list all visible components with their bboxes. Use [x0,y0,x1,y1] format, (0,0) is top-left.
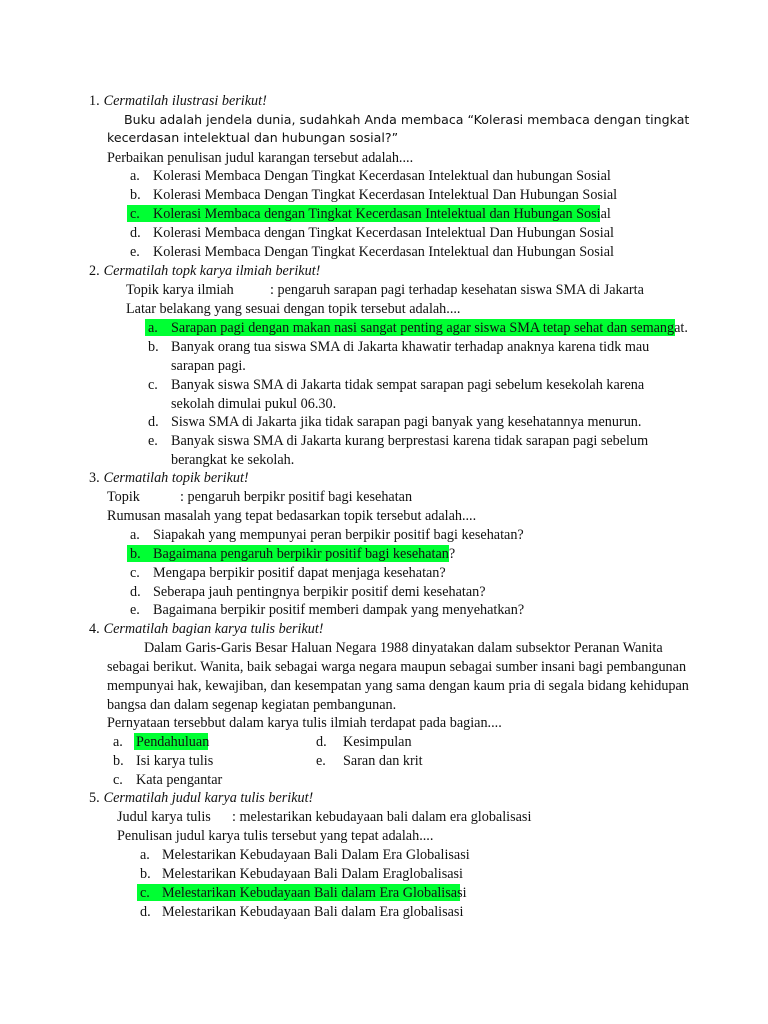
option-text: Mengapa berpikir positif dapat menjaga kesehatan? [153,565,446,581]
question-4-paragraph-line: bangsa dan dalam segenap kegiatan pembangunan. [107,697,397,713]
option-letter: b. [130,546,141,562]
topic-label: Judul karya tulis [117,809,211,825]
option-text: Melestarikan Kebudayaan Bali dalam Era globalisasi [162,904,464,920]
question-title: Cermatilah judul karya tulis berikut! [103,790,314,806]
topic-value: : melestarikan kebudayaan bali dalam era globalisasi [232,809,532,825]
option-text: Banyak siswa SMA di Jakarta kurang berprestasi karena tidak sarapan pagi sebelum [171,433,649,449]
option-letter: b. [148,339,159,355]
question-4-paragraph-line: Dalam Garis-Garis Besar Haluan Negara 1988 dinyatakan dalam subsektor Peranan Wanita [144,640,663,656]
option-letter: c. [113,772,123,788]
option-text: Siswa SMA di Jakarta jika tidak sarapan pagi banyak yang kesehatannya menurun. [171,414,642,430]
option-letter: c. [130,565,140,581]
question-number: 5. [89,790,100,806]
option-letter: c. [148,377,158,393]
option-letter: e. [130,244,140,260]
topic-value: : pengaruh berpikr positif bagi kesehatan [180,489,413,505]
question-number: 4. [89,621,100,637]
option-letter: a. [113,734,123,750]
question-2-header [89,262,320,280]
option-text: Melestarikan Kebudayaan Bali Dalam Era Globalisasi [162,847,470,863]
option-text-continuation: berangkat ke sekolah. [171,452,295,468]
question-4-header [89,620,324,638]
option-text: Kata pengantar [136,772,223,788]
question-title: Cermatilah topk karya ilmiah berikut! [103,263,321,279]
option-letter: e. [316,753,326,769]
option-letter: b. [140,866,151,882]
topic-value: : pengaruh sarapan pagi terhadap kesehatan siswa SMA di Jakarta [270,282,644,298]
option-letter: d. [140,904,151,920]
question-4-paragraph-line: sebagai berikut. Wanita, baik sebagai warga negara maupun sebagai sumber insani bagi pembangunan [107,659,687,675]
option-letter: e. [148,433,158,449]
question-1-illustration-line-2: kecerdasan intelektual dan hubungan sosial?” [107,130,399,145]
option-letter: c. [140,885,150,901]
option-text-continuation: sarapan pagi. [171,358,246,374]
option-letter: a. [130,527,140,543]
option-text: Banyak orang tua siswa SMA di Jakarta khawatir terhadap anaknya karena tidk mau [171,339,650,355]
option-text-correct: Bagaimana pengaruh berpikir positif bagi kesehatan? [153,546,456,562]
question-title: Cermatilah ilustrasi berikut! [103,93,267,109]
option-text: Siapakah yang mempunyai peran berpikir positif bagi kesehatan? [153,527,524,543]
option-text: Bagaimana berpikir positif memberi dampak yang menyehatkan? [153,602,525,618]
question-4-paragraph-line: mempunyai hak, kewajiban, dan kesempatan yang sama dengan kaum pria di segala bidang kehidupan [107,678,689,694]
question-1-illustration-line-1: Buku adalah jendela dunia, sudahkah Anda membaca “Kolerasi membaca dengan tingkat [124,112,690,127]
option-text: Kolerasi Membaca Dengan Tingkat Kecerdasan Intelektual Dan Hubungan Sosial [153,187,618,203]
option-letter: e. [130,602,140,618]
topic-label: Topik [107,489,140,505]
option-text: Banyak siswa SMA di Jakarta tidak sempat sarapan pagi sebelum kesekolah karena [171,377,645,393]
option-letter: d. [316,734,327,750]
option-text-correct: Melestarikan Kebudayaan Bali dalam Era Globalisasi [162,885,467,901]
option-letter: d. [130,584,141,600]
option-text: Saran dan krit [343,753,423,769]
option-text: Melestarikan Kebudayaan Bali Dalam Eraglobalisasi [162,866,463,882]
option-letter: a. [130,168,140,184]
option-text: Kolerasi Membaca Dengan Tingkat Kecerdasan Intelektual dan hubungan Sosial [153,168,611,184]
option-text-continuation: sekolah dimulai pukul 06.30. [171,396,337,412]
option-letter: a. [148,320,158,336]
option-text-correct: Kolerasi Membaca dengan Tingkat Kecerdasan Intelektual dan Hubungan Sosial [153,206,611,222]
option-text: Isi karya tulis [136,753,214,769]
question-3-prompt: Rumusan masalah yang tepat bedasarkan topik tersebut adalah.... [107,508,477,524]
question-4-prompt: Pernyataan tersebbut dalam karya tulis ilmiah terdapat pada bagian.... [107,715,502,731]
option-text: Kolerasi Membaca dengan Tingkat Kecerdasan Intelektual Dan Hubungan Sosial [153,225,614,241]
question-title: Cermatilah bagian karya tulis berikut! [103,621,324,637]
option-letter: b. [113,753,124,769]
question-1-header [89,92,267,110]
topic-label: Topik karya ilmiah [126,282,234,298]
option-text: Seberapa jauh pentingnya berpikir positif demi kesehatan? [153,584,486,600]
question-3-header [89,469,249,487]
question-1-prompt: Perbaikan penulisan judul karangan tersebut adalah.... [107,150,414,166]
question-number: 3. [89,470,100,486]
option-text: Kesimpulan [343,734,412,750]
question-title: Cermatilah topik berikut! [103,470,249,486]
question-2-prompt: Latar belakang yang sesuai dengan topik tersebut adalah.... [126,301,461,317]
option-letter: c. [130,206,140,222]
option-text-correct: Sarapan pagi dengan makan nasi sangat penting agar siswa SMA tetap sehat dan semangat. [171,320,688,336]
option-text: Kolerasi Membaca Dengan Tingkat Kecerdasan Intelektual dan Hubungan Sosial [153,244,614,260]
option-text-correct: Pendahuluan [136,734,210,750]
question-5-header [89,789,313,807]
option-letter: a. [140,847,150,863]
option-letter: d. [130,225,141,241]
option-letter: d. [148,414,159,430]
question-5-prompt: Penulisan judul karya tulis tersebut yang tepat adalah.... [117,828,434,844]
question-number: 1. [89,93,100,109]
option-letter: b. [130,187,141,203]
question-number: 2. [89,263,100,279]
